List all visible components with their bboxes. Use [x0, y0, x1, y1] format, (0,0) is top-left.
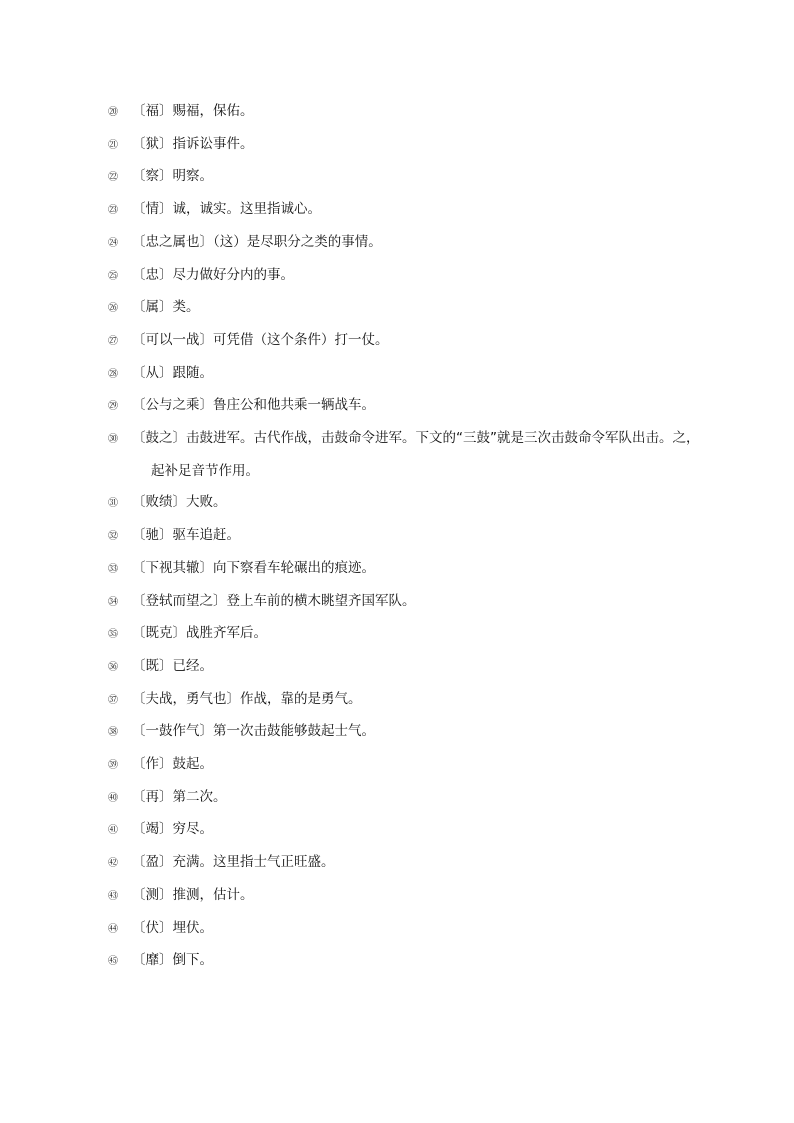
note-number: ㉜ [108, 531, 118, 543]
note-37 [108, 684, 728, 717]
note-28 [108, 358, 728, 391]
note-number: ⑳ [108, 107, 118, 118]
note-38 [108, 716, 728, 749]
note-text: 〔驰〕驱车追赶。 [132, 527, 240, 544]
note-33 [108, 553, 728, 586]
note-number: ㉔ [108, 237, 118, 249]
note-number: ㉓ [108, 205, 118, 217]
note-number: ㊸ [108, 890, 118, 902]
note-text: 〔靡〕倒下。 [132, 952, 213, 969]
note-25 [108, 260, 728, 293]
note-21 [108, 129, 728, 162]
note-text: 〔忠之属也〕（这）是尽职分之类的事情。 [132, 233, 382, 250]
note-text: 〔福〕赐福，保佑。 [132, 103, 254, 119]
note-30 [108, 423, 728, 456]
note-text: 〔败绩〕大败。 [132, 494, 227, 511]
note-number: ㉕ [108, 270, 118, 282]
note-36 [108, 651, 728, 684]
note-number: ㊶ [108, 825, 118, 837]
note-text: 〔从〕跟随。 [132, 364, 213, 381]
note-text: 〔察〕明察。 [132, 168, 213, 185]
note-number: ㉗ [108, 335, 118, 347]
note-42 [108, 847, 728, 880]
note-text: 〔夫战，勇气也〕作战，靠的是勇气。 [132, 690, 362, 707]
note-number: ㊷ [108, 858, 118, 870]
note-22 [108, 161, 728, 194]
note-27 [108, 325, 728, 358]
note-20 [108, 96, 728, 129]
note-number: ㉘ [108, 368, 118, 380]
note-number: ㊺ [108, 956, 118, 968]
note-39 [108, 749, 728, 782]
note-number: ㊳ [108, 727, 118, 739]
note-number: ㉛ [108, 498, 118, 510]
note-text: 〔可以一战〕可凭借（这个条件）打一仗。 [132, 331, 389, 348]
note-number: ㊱ [108, 661, 118, 673]
note-number: ㉑ [108, 139, 118, 151]
note-number: ㉙ [108, 401, 118, 413]
note-text: 〔再〕第二次。 [132, 788, 227, 805]
note-23 [108, 194, 728, 227]
note-26 [108, 292, 728, 325]
note-number: ㉟ [108, 629, 118, 641]
note-number: ㊲ [108, 694, 118, 706]
note-number: ㉖ [108, 303, 118, 315]
note-text: 〔竭〕穷尽。 [132, 821, 213, 838]
note-text: 〔公与之乘〕鲁庄公和他共乘一辆战车。 [132, 397, 375, 414]
note-text: 〔鼓之〕击鼓进军。古代作战，击鼓命令进军。下文的“三鼓”就是三次击鼓命令军队出击。之， [132, 430, 700, 447]
note-text: 〔伏〕埋伏。 [132, 919, 213, 936]
note-number: ㊹ [108, 923, 118, 935]
note-35 [108, 618, 728, 651]
note-number: ㉚ [108, 434, 118, 446]
note-40 [108, 782, 728, 815]
note-number: ㉞ [108, 596, 118, 608]
note-text: 〔情〕诚，诚实。这里指诚心。 [132, 201, 321, 218]
note-number: ㊴ [108, 760, 118, 772]
annotation-list [108, 96, 728, 978]
note-text: 〔盈〕充满。这里指士气正旺盛。 [132, 854, 335, 871]
note-44 [108, 913, 728, 946]
note-number: ㊵ [108, 792, 118, 804]
note-text: 〔属〕类。 [132, 299, 200, 316]
note-text: 〔下视其辙〕向下察看车轮碾出的痕迹。 [132, 559, 375, 576]
note-34 [108, 586, 728, 619]
note-text: 〔忠〕尽力做好分内的事。 [132, 266, 294, 283]
note-32 [108, 520, 728, 553]
note-text: 〔登轼而望之〕登上车前的横木眺望齐国军队。 [132, 592, 416, 609]
note-41 [108, 814, 728, 847]
note-text: 〔测〕推测，估计。 [132, 886, 254, 903]
note-number: ㉒ [108, 172, 118, 184]
note-text: 〔狱〕指诉讼事件。 [132, 135, 254, 152]
note-30-continuation: 起补足音节作用。 [151, 462, 259, 479]
note-text: 〔既克〕战胜齐军后。 [132, 625, 267, 642]
note-43 [108, 880, 728, 913]
note-text: 〔一鼓作气〕第一次击鼓能够鼓起士气。 [132, 723, 375, 740]
note-24 [108, 227, 728, 260]
note-number: ㉝ [108, 563, 118, 575]
note-31 [108, 487, 728, 520]
note-45 [108, 945, 728, 978]
note-text: 〔既〕已经。 [132, 657, 213, 674]
note-text: 〔作〕鼓起。 [132, 756, 213, 773]
note-29 [108, 390, 728, 423]
